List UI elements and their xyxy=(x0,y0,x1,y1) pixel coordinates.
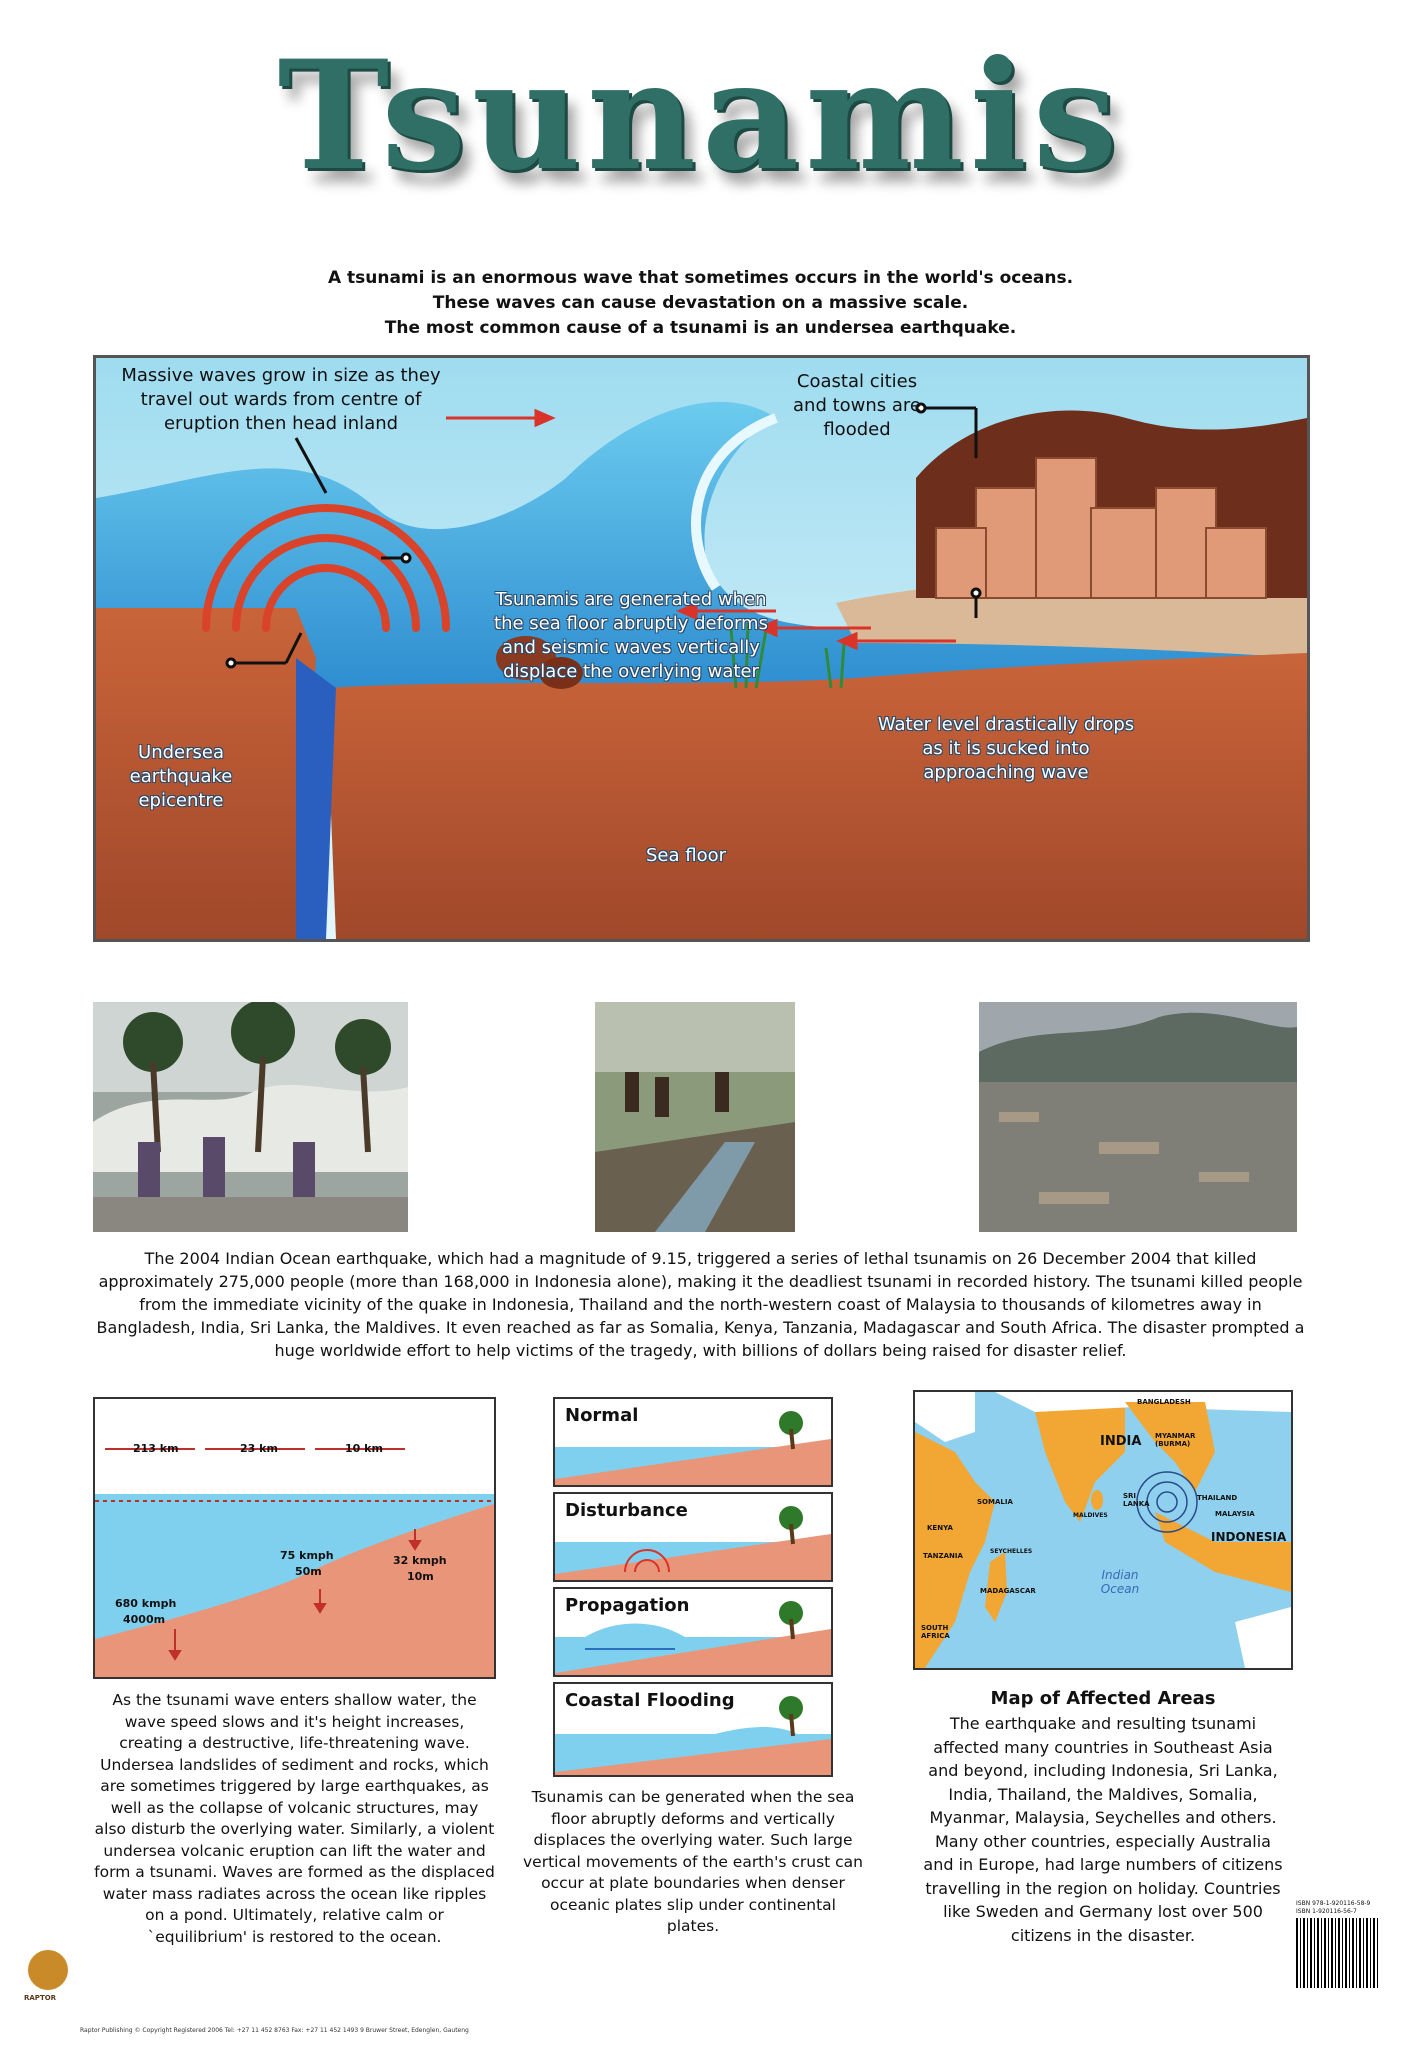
footer-copyright: Raptor Publishing © Copyright Registered 2006 Tel: +27 11 452 8763 Fax: +27 11 452 1493 9 Bruwer Street, Edenglen, Gauteng xyxy=(80,2027,469,2034)
map-label-thailand: THAILAND xyxy=(1197,1494,1238,1502)
map-label-madagascar: MADAGASCAR xyxy=(980,1587,1036,1595)
page-title: Tsunamis xyxy=(277,28,1124,204)
map-label-kenya: KENYA xyxy=(927,1524,953,1532)
speed-label: 680 kmph xyxy=(115,1597,177,1610)
paragraph-2004-earthquake: The 2004 Indian Ocean earthquake, which had a magnitude of 9.15, triggered a series of lethal tsunamis on 26 December 2004 that killed approximately 275,000 people (more than 168,000 in Indonesia alone), making it the deadliest tsunami in recorded history. The tsunami killed people from the immediate vicinity of the quake in Indonesia, Thailand and the north-western coast of Malaysia to thousands of kilometres away in Bangladesh, India, Sri Lanka, the Maldives. It even reached as far as Somalia, Kenya, Tanzania, Madagascar and South Africa. The disaster prompted a huge worldwide effort to help victims of the tragedy, with billions of dollars being raised for disaster relief. xyxy=(96,1249,1305,1360)
map-label-malaysia: MALAYSIA xyxy=(1215,1510,1255,1518)
wave-speed-illustration xyxy=(95,1399,494,1677)
depth-label: 50m xyxy=(295,1565,322,1578)
publisher-name: RAPTOR xyxy=(24,1994,57,2002)
map-label-maldives: MALDIVES xyxy=(1073,1512,1108,1519)
speed-label: 75 kmph xyxy=(280,1549,334,1562)
photo-flood-illustration xyxy=(979,1002,1297,1232)
map-label-sri-lanka: SRI LANKA xyxy=(1123,1492,1150,1508)
label-waves-grow: Massive waves grow in size as they travel out wards from centre of eruption then head inland xyxy=(121,365,441,434)
shallow-water-text: As the tsunami wave enters shallow water, the wave speed slows and it's height increases, creating a destructive, life-threatening wave. Undersea landslides of sediment and rocks, which are sometimes triggered by large earthquakes, as well as the collapse of volcanic structures, may also disturb the overlying water. Similarly, a violent undersea volcanic eruption can lift the water and form a tsunami. Waves are formed as the displaced water mass radiates across the ocean like ripples on a pond. Ultimately, relative calm or `equilibrium' is restored to the ocean. xyxy=(94,1691,495,1946)
intro-text xyxy=(200,266,1201,341)
intro-line: The most common cause of a tsunami is an undersea earthquake. xyxy=(384,318,1017,338)
stage-title: Normal xyxy=(565,1405,639,1426)
stage-title: Disturbance xyxy=(565,1500,688,1521)
stage-panel-disturbance xyxy=(553,1492,833,1582)
speed-label: 32 kmph xyxy=(393,1554,447,1567)
publisher-logo xyxy=(28,1950,68,1990)
photo-wave-hitting-shore xyxy=(93,1002,408,1232)
map-label-tanzania: TANZANIA xyxy=(923,1552,963,1560)
stage-panel-propagation xyxy=(553,1587,833,1677)
stage-panel-normal xyxy=(553,1397,833,1487)
affected-areas-map xyxy=(913,1390,1293,1670)
map-label-ocean: Indian Ocean xyxy=(1100,1568,1140,1596)
stages-text: Tsunamis can be generated when the sea floor abruptly deforms and vertically displaces the overlying water. Such large vertical movements of the earth's crust can occur at plate boundaries when denser oceanic plates slip under continental plates. xyxy=(523,1788,863,1935)
barcode xyxy=(1296,1918,1380,1988)
photo-flooded-town xyxy=(979,1002,1297,1232)
map-label-somalia: SOMALIA xyxy=(977,1498,1013,1506)
wave-speed-diagram xyxy=(93,1397,496,1679)
photo-debris-illustration xyxy=(595,1002,795,1232)
map-title: Map of Affected Areas xyxy=(990,1688,1216,1709)
map-label-india: INDIA xyxy=(1100,1434,1142,1449)
tsunami-cross-section-diagram xyxy=(93,355,1310,942)
label-tsunami-generated: Tsunamis are generated when the sea floor abruptly deforms and seismic waves vertically displace the overlying water xyxy=(494,589,768,682)
label-sea-floor: Sea floor xyxy=(645,845,726,866)
map-text: The earthquake and resulting tsunami affected many countries in Southeast Asia and beyond, including Indonesia, Sri Lanka, India, Thailand, the Maldives, Somalia, Myanmar, Malaysia, Seychelles and others. Many other countries, especially Australia and in Europe, had large numbers of citizens travelling in the region on holiday. Countries like Sweden and Germany lost over 500 citizens in the disaster. xyxy=(923,1714,1283,1945)
stage-panel-coastal-flooding xyxy=(553,1682,833,1777)
intro-line: A tsunami is an enormous wave that sometimes occurs in the world's oceans. xyxy=(327,268,1074,288)
map-label-seychelles: SEYCHELLES xyxy=(990,1548,1033,1555)
isbn-13: ISBN 978-1-920116-58-9 xyxy=(1296,1900,1371,1907)
intro-line: These waves can cause devastation on a massive scale. xyxy=(432,293,969,313)
map-label-indonesia: INDONESIA xyxy=(1211,1530,1287,1544)
photo-debris-street xyxy=(595,1002,795,1232)
stage-title: Propagation xyxy=(565,1595,690,1616)
label-epicentre: Undersea earthquake epicentre xyxy=(129,742,233,811)
map-label-myanmar: MYANMAR (BURMA) xyxy=(1155,1432,1196,1448)
isbn-10: ISBN 1-920116-56-7 xyxy=(1296,1908,1357,1915)
photo-wave-illustration xyxy=(93,1002,408,1232)
stage-title: Coastal Flooding xyxy=(565,1690,735,1711)
label-water-level: Water level drastically drops as it is sucked into approaching wave xyxy=(877,714,1135,783)
distance-label: 213 km xyxy=(133,1442,179,1455)
distance-label: 10 km xyxy=(345,1442,383,1455)
map-label-south-africa: SOUTH AFRICA xyxy=(921,1624,950,1640)
depth-label: 4000m xyxy=(123,1613,166,1626)
map-label-bangladesh: BANGLADESH xyxy=(1137,1398,1191,1406)
depth-label: 10m xyxy=(407,1570,434,1583)
label-coastal-flooded: Coastal cities and towns are flooded xyxy=(793,371,921,440)
distance-label: 23 km xyxy=(240,1442,278,1455)
